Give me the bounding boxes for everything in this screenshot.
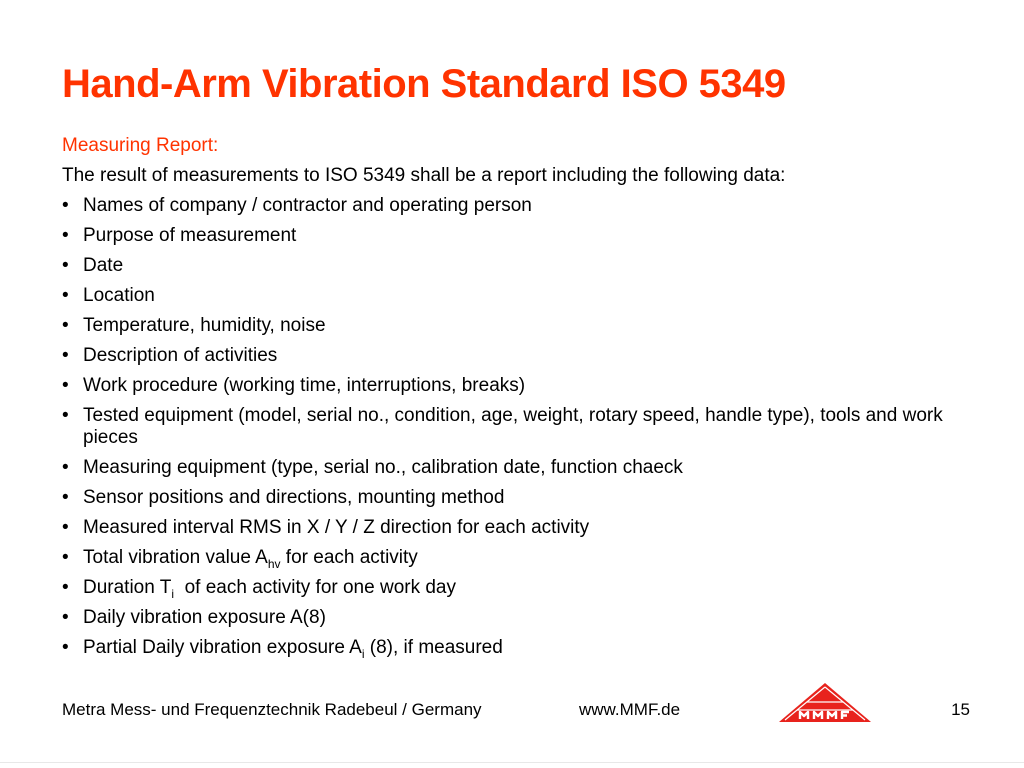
bottom-divider bbox=[0, 762, 1024, 763]
list-item-text: Daily vibration exposure A(8) bbox=[83, 607, 326, 628]
bullet-icon: • bbox=[62, 607, 69, 628]
list-item bbox=[62, 345, 982, 367]
page-number: 15 bbox=[951, 700, 970, 719]
subscript-text: hv bbox=[267, 556, 281, 571]
bullet-icon: • bbox=[62, 225, 69, 246]
footer-company: Metra Mess- und Frequenztechnik Radebeul / Germany bbox=[62, 700, 482, 719]
list-item-text-pre: Total vibration value A bbox=[83, 547, 268, 568]
bullet-icon: • bbox=[62, 517, 69, 538]
bullet-icon: • bbox=[62, 195, 69, 216]
intro-text: The result of measurements to ISO 5349 shall be a report including the following data: bbox=[62, 165, 786, 186]
list-item bbox=[62, 457, 982, 479]
bullet-icon: • bbox=[62, 375, 69, 396]
footer-url-link[interactable]: www.MMF.de bbox=[579, 700, 681, 719]
list-item-text: Measuring equipment (type, serial no., calibration date, function chaeck bbox=[83, 457, 683, 478]
bullet-icon: • bbox=[62, 637, 69, 658]
list-item-text: Description of activities bbox=[83, 345, 278, 366]
list-item-text: Measured interval RMS in X / Y / Z direction for each activity bbox=[83, 517, 590, 538]
list-item-text: Temperature, humidity, noise bbox=[83, 315, 326, 336]
list-item bbox=[62, 375, 982, 397]
list-item-text-pre: Duration T bbox=[83, 577, 172, 598]
report-items-list bbox=[62, 195, 982, 667]
list-item bbox=[62, 405, 982, 449]
list-item-text: Tested equipment (model, serial no., condition, age, weight, rotary speed, handle type), tools and work pieces bbox=[83, 405, 943, 448]
section-subheading: Measuring Report: bbox=[62, 135, 219, 156]
list-item bbox=[62, 577, 982, 599]
list-item-text-post: for each activity bbox=[280, 547, 418, 568]
bullet-icon: • bbox=[62, 457, 69, 478]
mmf-logo-icon bbox=[777, 682, 873, 724]
bullet-icon: • bbox=[62, 577, 69, 598]
list-item bbox=[62, 315, 982, 337]
list-item-text: Sensor positions and directions, mounting method bbox=[83, 487, 505, 508]
list-item-text-post: of each activity for one work day bbox=[174, 577, 456, 598]
bullet-icon: • bbox=[62, 345, 69, 366]
list-item-text: Work procedure (working time, interruptions, breaks) bbox=[83, 375, 526, 396]
list-item bbox=[62, 225, 982, 247]
subscript-text: i bbox=[361, 646, 365, 661]
bullet-icon: • bbox=[62, 255, 69, 276]
list-item-text: Purpose of measurement bbox=[83, 225, 297, 246]
list-item-text: Names of company / contractor and operating person bbox=[83, 195, 532, 216]
slide-title: Hand-Arm Vibration Standard ISO 5349 bbox=[62, 62, 786, 106]
list-item-text: Location bbox=[83, 285, 155, 306]
bullet-icon: • bbox=[62, 487, 69, 508]
list-item bbox=[62, 547, 982, 569]
bullet-icon: • bbox=[62, 285, 69, 306]
list-item bbox=[62, 195, 982, 217]
list-item bbox=[62, 487, 982, 509]
list-item bbox=[62, 255, 982, 277]
list-item-text-post: (8), if measured bbox=[364, 637, 503, 658]
bullet-icon: • bbox=[62, 315, 69, 336]
list-item bbox=[62, 607, 982, 629]
bullet-icon: • bbox=[62, 547, 69, 568]
subscript-text: i bbox=[171, 586, 175, 601]
list-item-text-pre: Partial Daily vibration exposure A bbox=[83, 637, 362, 658]
list-item-text: Date bbox=[83, 255, 124, 276]
list-item bbox=[62, 517, 982, 539]
list-item bbox=[62, 637, 982, 659]
bullet-icon: • bbox=[62, 405, 69, 426]
list-item bbox=[62, 285, 982, 307]
